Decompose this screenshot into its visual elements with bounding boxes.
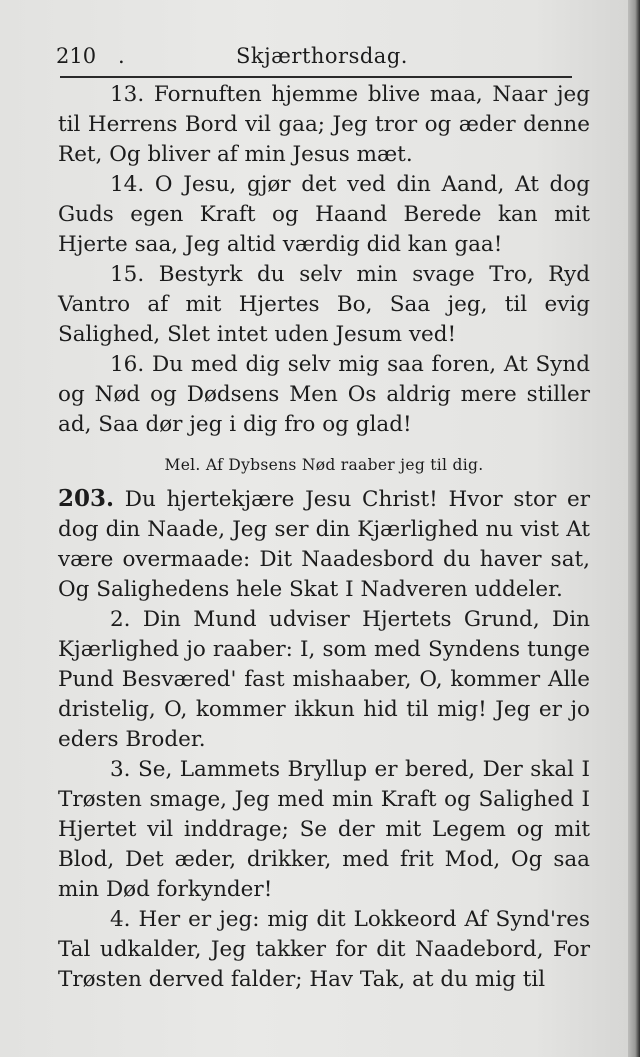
verse-text: Din Mund udviser Hjertets Grund, Din Kjærlighed jo raaber: I, som med Syndens tunge Pund Besværed' fast mishaaber, O, kommer Alle dristelig, O, kommer ikkun hid til mig! Jeg er jo eders Broder. [58, 607, 590, 752]
verse-number: 16. [110, 352, 145, 377]
page-header [56, 44, 588, 74]
verse-text: Du hjertekjære Jesu Christ! Hvor stor er dog din Naade, Jeg ser din Kjærlighed nu vist At være overmaade: Dit Naadesbord du haver sat, Og Salighedens hele Skat I Nadveren uddeler. [58, 487, 590, 602]
header-dot: . [118, 44, 125, 68]
header-rule [60, 76, 572, 78]
verse-text: Bestyrk du selv min svage Tro, Ryd Vantro af mit Hjertes Bo, Saa jeg, til evig Salighed, Slet intet uden Jesum ved! [58, 262, 590, 347]
verse-14 [58, 170, 590, 260]
page-edge-shadow [628, 0, 640, 1057]
hymn-203-verse-1 [58, 484, 590, 605]
verse-number: 15. [110, 262, 145, 287]
verse-15 [58, 260, 590, 350]
hymn-number: 203. [58, 485, 115, 512]
verse-text: Se, Lammets Bryllup er bered, Der skal I Trøsten smage, Jeg med min Kraft og Salighed I Hjertet vil inddrage; Se der mit Legem og mit Blod, Det æder, drikker, med frit Mod, Og saa min Død forkynder! [58, 757, 590, 902]
verse-13 [58, 80, 590, 170]
hymn-203-verse-3 [58, 755, 590, 905]
page-number: 210 [56, 44, 97, 68]
verse-text: O Jesu, gjør det ved din Aand, At dog Guds egen Kraft og Haand Berede kan mit Hjerte saa, Jeg altid værdig did kan gaa! [58, 172, 590, 257]
verse-number: 13. [110, 82, 145, 107]
verse-16 [58, 350, 590, 440]
verse-text: Fornuften hjemme blive maa, Naar jeg til Herrens Bord vil gaa; Jeg tror og æder denne Ret, Og bliver af min Jesus mæt. [58, 82, 590, 167]
verse-number: 4. [110, 907, 131, 932]
verse-number: 14. [110, 172, 145, 197]
verse-number: 3. [110, 757, 131, 782]
verse-text: Her er jeg: mig dit Lokkeord Af Synd'res Tal udkalder, Jeg takker for dit Naadebord, For Trøsten derved falder; Hav Tak, at du mig til [58, 907, 590, 992]
running-title: Skjærthorsdag. [236, 44, 408, 68]
melody-line: Mel. Af Dybsens Nød raaber jeg til dig. [164, 456, 484, 474]
verse-number: 2. [110, 607, 131, 632]
hymn-203-verse-2 [58, 605, 590, 755]
verse-text: Du med dig selv mig saa foren, At Synd og Nød og Dødsens Men Os aldrig mere stiller ad, Saa dør jeg i dig fro og glad! [58, 352, 590, 437]
page-body [58, 80, 590, 995]
hymn-203-verse-4 [58, 905, 590, 995]
